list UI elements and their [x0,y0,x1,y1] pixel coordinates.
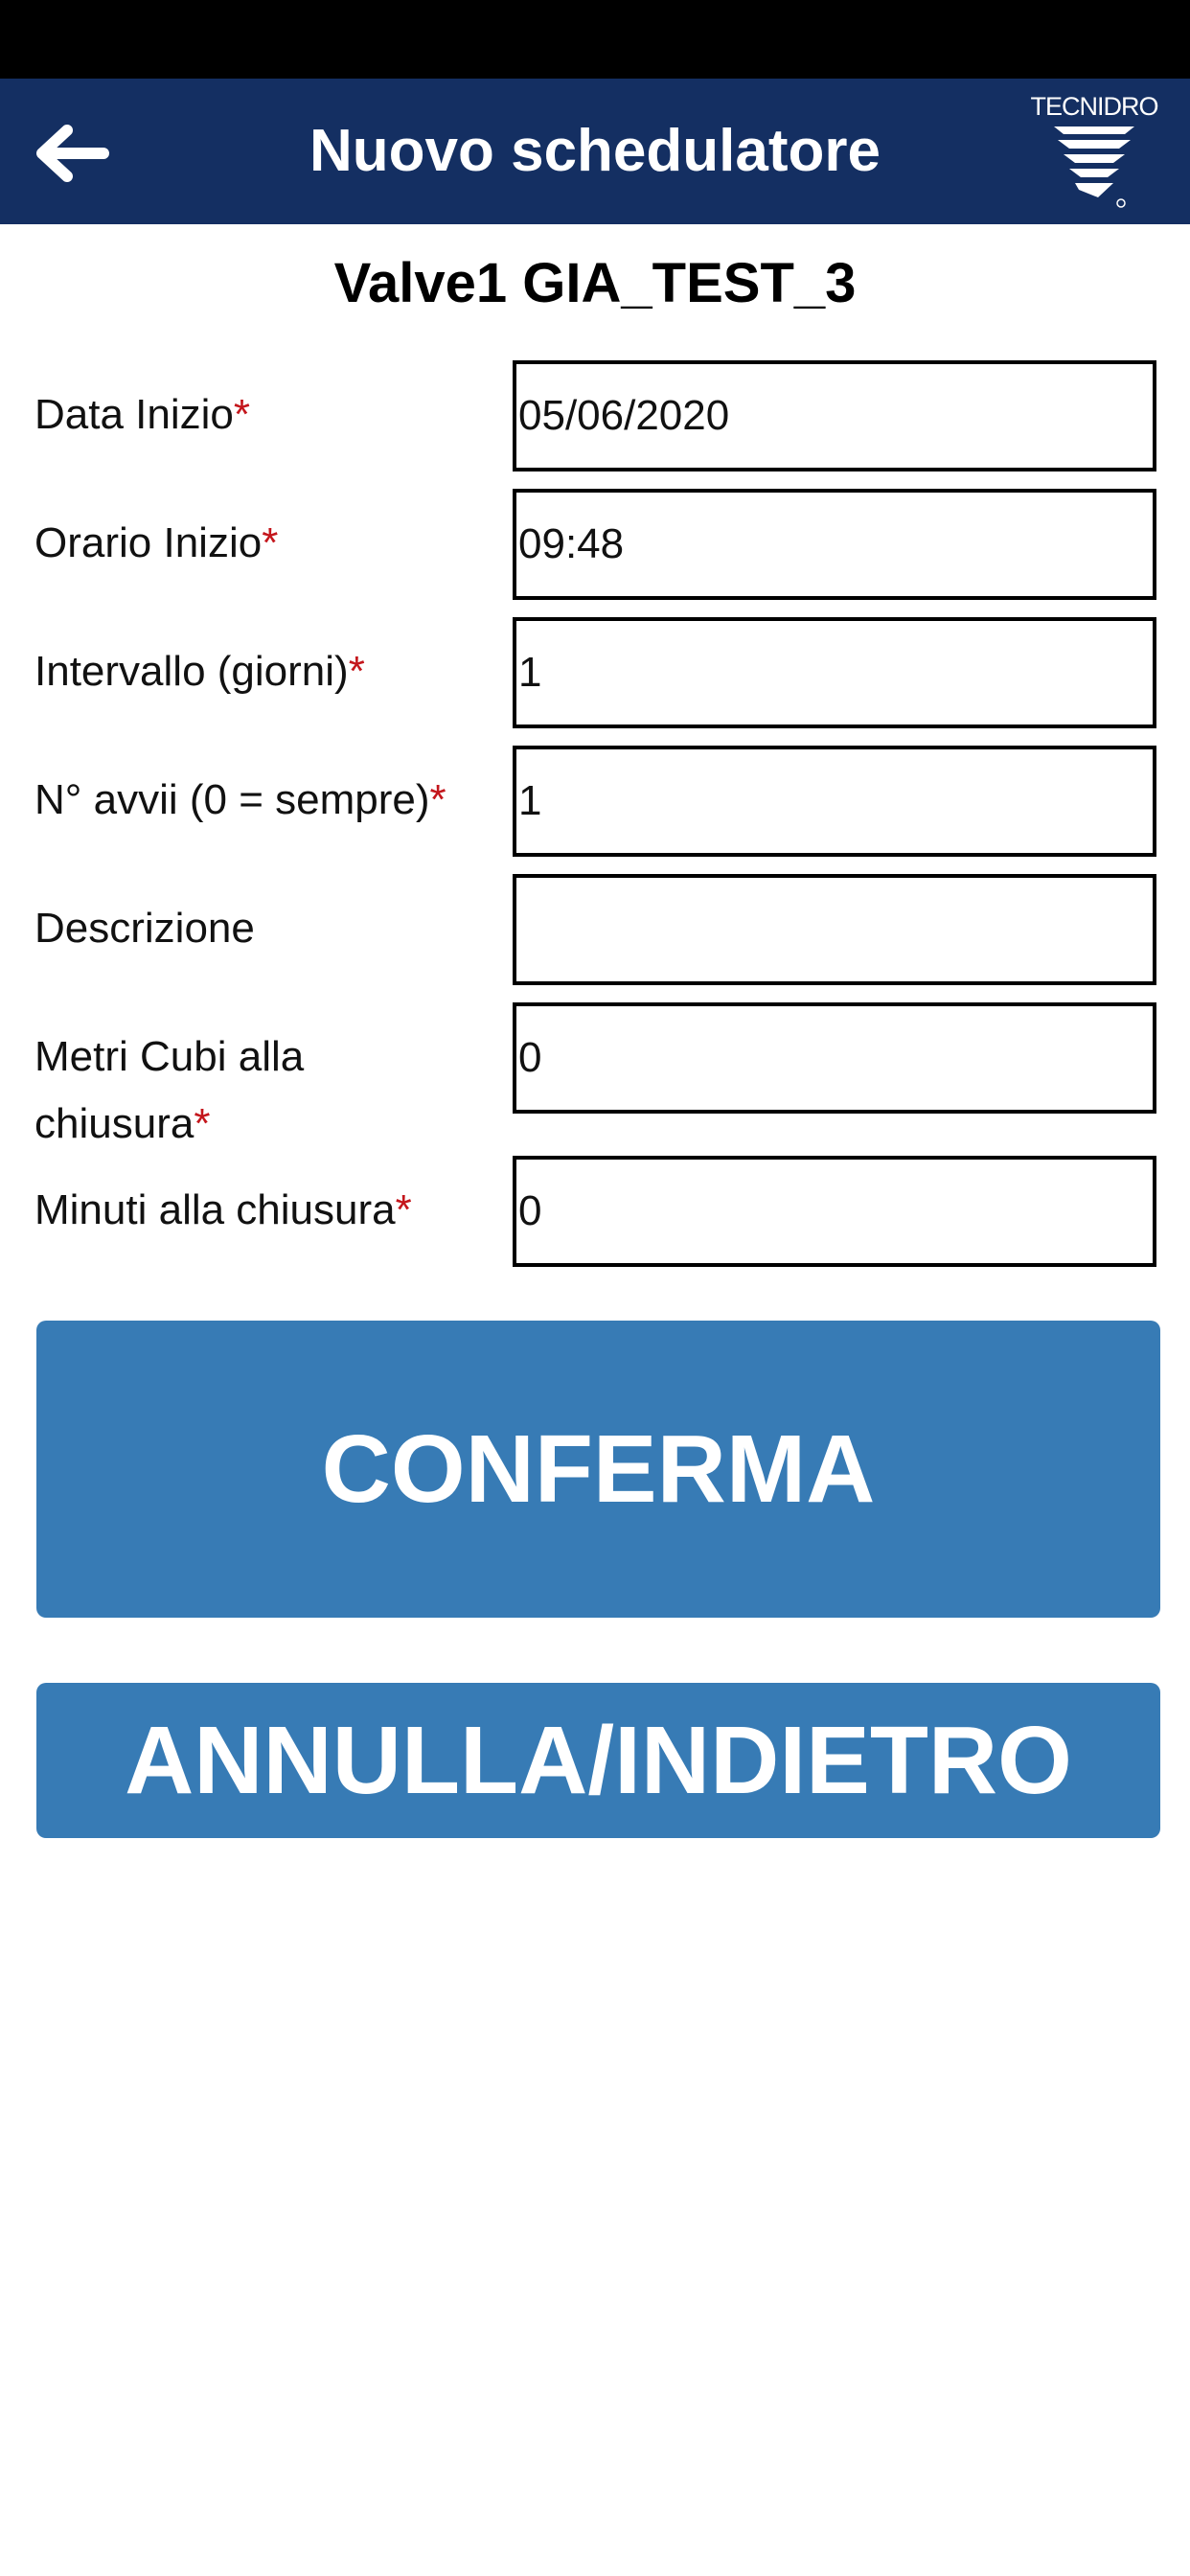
required-marker: * [194,1100,211,1147]
minuti-field[interactable] [513,1156,1156,1267]
valve-title: Valve1 GIA_TEST_3 [333,252,857,314]
tecnidro-logo [1018,92,1171,213]
cancel-back-button[interactable]: ANNULLA/INDIETRO [36,1683,1160,1838]
n-avvii-label: N° avvii (0 = sempre)* [34,776,446,823]
data-inizio-label: Data Inizio* [34,391,251,438]
minuti-label: Minuti alla chiusura* [34,1186,412,1233]
confirm-button[interactable]: CONFERMA [36,1321,1160,1618]
metri-cubi-field[interactable] [513,1002,1156,1114]
descrizione-field[interactable] [513,874,1156,985]
status-bar [0,0,1190,79]
app-header [0,79,1190,224]
data-inizio-field[interactable] [513,360,1156,472]
required-marker: * [348,648,365,695]
required-marker: * [395,1186,412,1233]
orario-inizio-label: Orario Inizio* [34,519,279,566]
logo-mark-icon [1018,121,1171,213]
logo-text: TECNIDRO [1030,92,1158,121]
intervallo-field[interactable] [513,617,1156,728]
intervallo-label: Intervallo (giorni)* [34,648,365,695]
metri-cubi-label: Metri Cubi alla chiusura* [34,1033,305,1147]
n-avvii-field[interactable] [513,746,1156,857]
back-button[interactable] [25,117,117,190]
required-marker: * [429,776,446,823]
required-marker: * [233,391,251,438]
page-title: Nuovo schedulatore [309,118,881,184]
required-marker: * [262,519,279,566]
descrizione-label: Descrizione [34,905,255,952]
orario-inizio-field[interactable] [513,489,1156,600]
arrow-left-icon [33,123,109,184]
